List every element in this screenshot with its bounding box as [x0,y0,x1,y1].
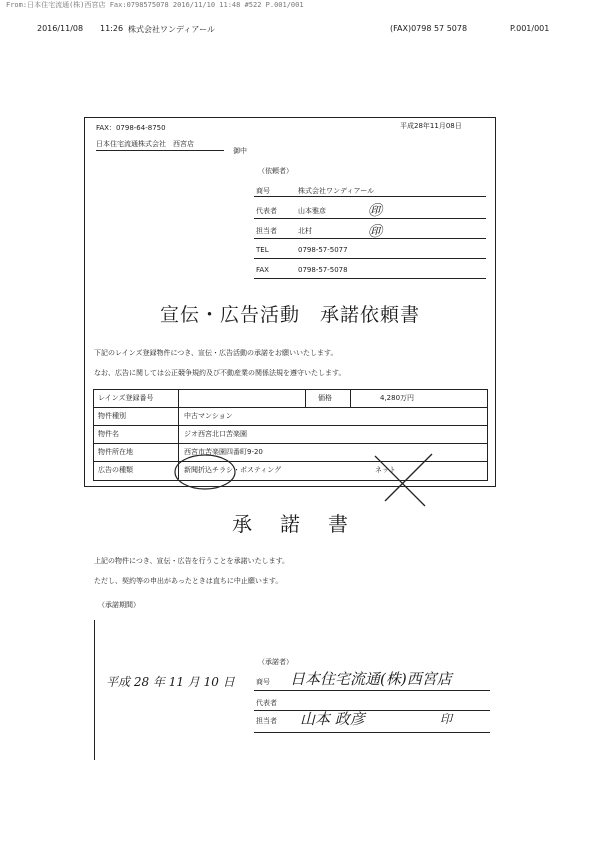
requester-row-label: 代表者 [256,207,277,215]
requester-company: 株式会社ワンディアール [298,187,375,195]
table-row-divider [93,407,487,408]
requester-label: （依頼者） [258,167,293,175]
table-label: 物件名 [98,430,119,438]
seal-mark: ㊞ [368,203,382,219]
intro-line-2: なお、広告に関しては公正競争規約及び不動産業の関係法規を遵守いたします。 [94,369,346,377]
circle-mark [175,455,235,489]
consent-line-2: ただし、契約等の申出があったときは直ちに中止願います。 [94,577,283,585]
row-underline [254,690,490,691]
table-col-divider [305,389,306,407]
recipient-company: 日本住宅流通株式会社 西宮店 [96,140,194,148]
recipient-honorific: 御中 [233,147,247,155]
price-value: 4,280万円 [380,394,415,402]
requester-row-label: 商号 [256,187,270,195]
fax-time: 11:26 [100,24,124,33]
fax-date: 2016/11/08 [37,24,84,33]
intro-line-1: 下記のレインズ登録物件につき、宣伝・広告活動の承諾をお願いいたします。 [94,349,338,357]
consenter-staff: 山本 政彦 [300,710,365,728]
requester-row-label: 担当者 [256,227,277,235]
seal-mark: ㊞ [368,224,382,240]
requester-tel: 0798-57-5077 [298,246,348,254]
fax-page: P.001/001 [510,24,550,33]
consenter-row-label: 商号 [256,678,270,686]
recipient-fax: FAX：0798-64-8750 [96,124,166,132]
table-row-divider [93,425,487,426]
requester-row-label: FAX [256,266,269,274]
fax-sender: 株式会社ワンディアール [128,25,215,34]
signature-frame-left [94,620,95,760]
ad-type-extra: ネット [375,466,396,474]
consenter-row-label: 担当者 [256,717,277,725]
consent-date: 平成 28 年 11 月 10 日 [106,675,235,689]
property-name: ジオ西宮北口苦楽園 [184,430,247,438]
fax-number: (FAX)0798 57 5078 [390,24,468,33]
property-type: 中古マンション [184,412,233,420]
row-underline [254,732,490,733]
recipient-underline [96,150,224,151]
table-label: 物件種別 [98,412,126,420]
row-underline [254,710,490,711]
row-underline [254,196,486,197]
table-label: 物件所在地 [98,448,133,456]
consent-period: （承諾期間） [98,601,140,609]
consent-title: 承 諾 書 [232,512,352,536]
row-underline [254,238,486,239]
ad-type: 新聞折込チラシ・ポスティング [184,466,282,474]
fax-transmission-strip: From:日本住宅流通(株)西宮店 Fax:0798575078 2016/11/10 11:48 #522 P.001/001 [6,1,304,9]
consent-line-1: 上記の物件につき、宣伝・広告を行うことを承諾いたします。 [94,557,290,565]
requester-representative: 山本雅彦 [298,207,326,215]
table-row-divider [93,443,487,444]
consenter-seal: 印 [440,712,453,726]
row-underline [254,218,486,219]
requester-staff: 北村 [298,227,312,235]
requester-fax: 0798-57-5078 [298,266,348,274]
consenter-row-label: 代表者 [256,699,277,707]
handwritten-marks [170,446,470,516]
price-label: 価格 [318,394,332,402]
table-label: 広告の種類 [98,466,133,474]
row-underline [254,258,486,259]
cross-mark [385,454,432,501]
document-date: 平成28年11月08日 [400,122,462,130]
table-label: レインズ登録番号 [98,394,154,402]
requester-row-label: TEL [256,246,269,254]
table-col-divider [350,389,351,407]
main-title: 宣伝・広告活動 承諾依頼書 [160,304,421,326]
property-address: 西宮市苦楽園四番町9-20 [184,448,263,456]
cross-mark [375,456,425,506]
consenter-label: （承諾者） [258,658,293,666]
consenter-company: 日本住宅流通(株)西宮店 [290,670,452,688]
row-underline [254,278,486,279]
